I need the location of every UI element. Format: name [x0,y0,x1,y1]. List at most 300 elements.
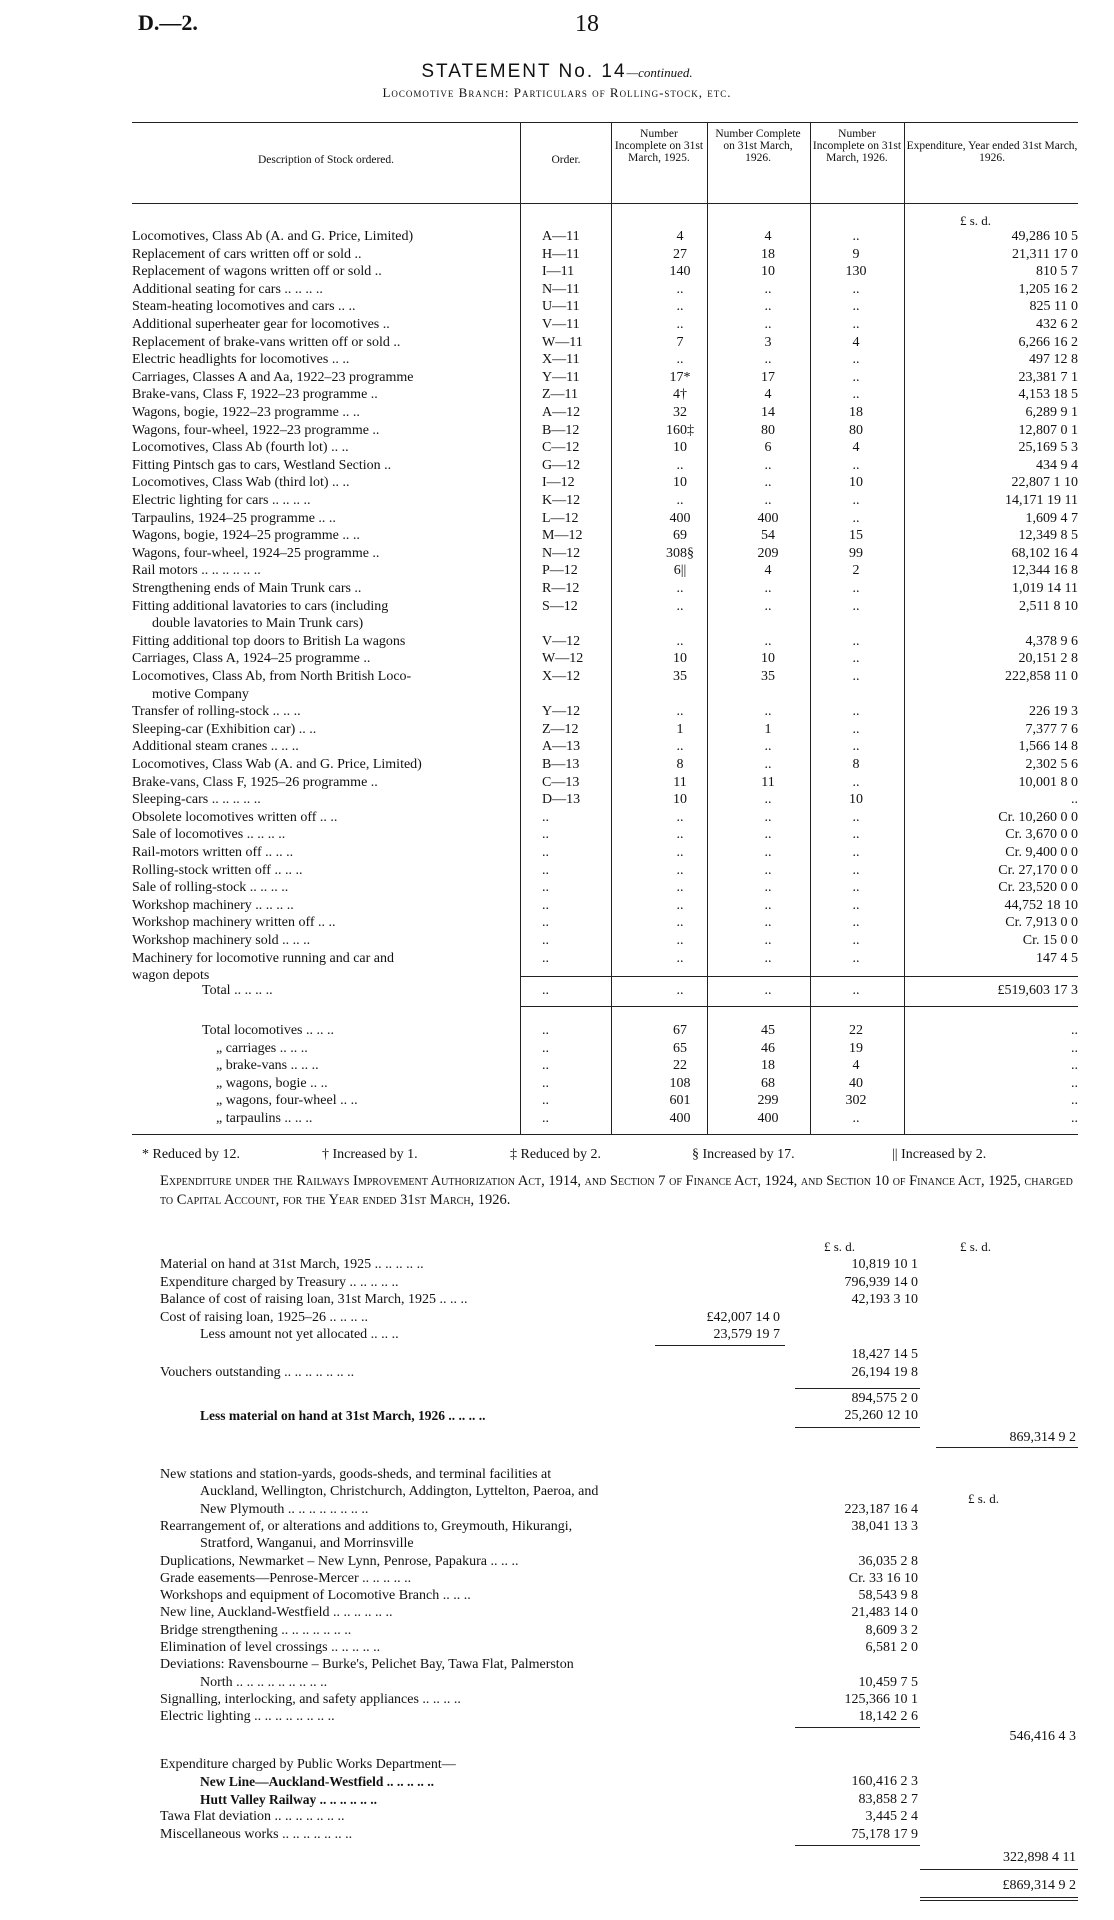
section2-sum: 894,575 2 0 [851,1390,918,1406]
row-incomplete-1926: .. [852,281,860,297]
table-row [132,828,1078,845]
section3-pwd-amount: 160,416 2 3 [851,1774,918,1789]
table-row [132,265,1078,282]
totals-n2: 45 [761,1023,775,1038]
row-expenditure: 12,349 8 5 [1018,528,1078,544]
row-expenditure: 1,609 4 7 [1025,510,1078,526]
row-description: Brake-vans, Class F, 1925–26 programme .. [132,775,378,790]
table-row [132,723,1078,740]
row-incomplete-1926: .. [852,704,860,720]
section3-line: Auckland, Wellington, Christchurch, Addington, Lyttelton, Paeroa, and [200,1484,599,1500]
row-incomplete-1925: 4† [673,387,687,403]
row-incomplete-1925: .. [676,704,684,720]
row-order: N—12 [542,545,581,561]
section2-less-amount: 25,260 12 10 [844,1407,918,1423]
totals-row [132,1094,1078,1111]
row-complete-1926: 4 [764,563,772,579]
row-order: R—12 [542,581,580,596]
row-incomplete-1925: .. [676,581,684,596]
row-incomplete-1925: .. [676,897,684,913]
totals-n2: 400 [757,1110,779,1126]
row-incomplete-1925: .. [676,950,684,966]
section3-line: New Plymouth .. .. .. .. .. .. .. .. [200,1501,369,1517]
section3-line: Duplications, Newmarket – New Lynn, Penrose, Papakura .. .. .. [160,1553,519,1569]
section3-lsd: £ s. d. [968,1491,1000,1506]
row-incomplete-1925: .. [676,845,684,860]
row-incomplete-1926: 4 [852,440,860,456]
totals-row [132,1024,1078,1041]
section3-sub-rule [795,1727,920,1728]
table-bottom-rule [132,1134,1078,1135]
row-incomplete-1926: .. [852,933,860,948]
totals-n1: 65 [673,1040,687,1056]
row-description: Replacement of brake-vans written off or sold .. [132,335,401,350]
row-expenditure: 2,302 5 6 [1025,757,1078,772]
row-order: .. [542,897,549,913]
row-order: L—12 [542,510,579,526]
section2-less: Less material on hand at 31st March, 1926 .. .. .. .. [200,1407,486,1423]
totals-exp: .. [1071,1110,1078,1126]
row-complete-1926: .. [764,827,772,843]
row-complete-1926: .. [764,457,772,473]
row-incomplete-1926: 18 [849,405,863,420]
row-order: U—11 [542,299,580,315]
table-row [132,441,1078,458]
section3-line: New stations and station-yards, goods-sheds, and terminal facilities at [160,1467,552,1482]
row-incomplete-1926: .. [852,299,860,315]
row-incomplete-1925: 160‡ [666,422,694,438]
row-incomplete-1925: .. [676,493,684,508]
row-expenditure: 68,102 16 4 [1011,545,1078,561]
row-complete-1926: 4 [764,387,772,403]
row-complete-1926: .. [764,633,772,649]
row-incomplete-1926: .. [852,317,860,332]
row-complete-1926: 18 [761,246,775,262]
section3-line: Bridge strengthening .. .. .. .. .. .. .. [160,1622,352,1638]
totals-row [132,1042,1078,1059]
row-incomplete-1925: 32 [673,405,687,420]
section3-amount: 10,459 7 5 [858,1674,918,1690]
row-description: Fitting additional lavatories to cars (including [132,599,389,614]
row-complete-1926: .. [764,299,772,315]
th-lsd: £ s. d. [960,213,992,228]
table-row [132,336,1078,353]
row-complete-1926: 11 [761,774,775,790]
totals-n2: 68 [761,1075,775,1091]
totals-exp: .. [1071,1075,1078,1091]
row-expenditure: 226 19 3 [1029,704,1078,720]
row-description: Sale of rolling-stock .. .. .. .. [132,881,289,896]
table-row [132,617,1078,634]
row-incomplete-1925: .. [676,598,684,614]
row-expenditure: Cr. 9,400 0 0 [1005,845,1078,860]
totals-n3: 22 [849,1023,863,1038]
row-order: X—11 [542,352,580,368]
row-incomplete-1926: 8 [852,757,860,772]
section3-pwd-line: Hutt Valley Railway .. .. .. .. .. .. [200,1791,378,1807]
totals-order: .. [542,1110,549,1126]
row-complete-1926: 6 [764,440,772,456]
totals-n1: 400 [669,1110,691,1126]
grand-total-double-rule [920,1897,1078,1901]
row-complete-1926: .. [764,897,772,913]
row-order: .. [542,809,549,825]
row-description: Locomotives, Class Ab (A. and G. Price, Limited) [132,230,414,244]
th-complete-1926: Number Complete on 31st March, 1926. [715,128,801,164]
row-complete-1926: .. [764,792,772,808]
row-order: Z—12 [542,721,579,737]
row-complete-1926: 4 [764,229,772,244]
totals-row [132,1112,1078,1129]
section2-result: 869,314 9 2 [1009,1429,1076,1445]
section3-amount: 38,041 13 3 [851,1518,918,1534]
section3-pwd-line: New Line—Auckland-Westfield .. .. .. .. .. [200,1774,435,1789]
row-incomplete-1926: .. [852,774,860,790]
row-description: Tarpaulins, 1924–25 programme .. .. [132,511,336,526]
row-incomplete-1926: .. [852,827,860,843]
section2-mid-rule [655,1345,785,1346]
row-complete-1926: .. [764,757,772,772]
section3-pwd-heading: Expenditure charged by Public Works Department— [160,1756,456,1772]
row-incomplete-1925: .. [676,457,684,473]
section2-result-rule [795,1427,920,1428]
totals-label: „ carriages .. .. .. [216,1041,308,1056]
row-incomplete-1926: .. [852,352,860,368]
table-row [132,318,1078,335]
section3-line: New line, Auckland-Westfield .. .. .. .. .. .. [160,1605,393,1621]
row-incomplete-1925: 400 [669,510,691,526]
row-description: Rail motors .. .. .. .. .. .. [132,564,261,579]
row-complete-1926: 80 [761,422,775,438]
section3-pwd-amount: 75,178 17 9 [851,1826,918,1842]
section2-line: Cost of raising loan, 1925–26 .. .. .. .. [160,1309,369,1325]
row-expenditure: 432 6 2 [1036,317,1078,332]
th-incomplete-1926: Number Incomplete on 31st March, 1926. [812,128,902,164]
row-expenditure: 44,752 18 10 [1004,897,1078,913]
table-row [132,248,1078,265]
row-description: Replacement of cars written off or sold .. [132,247,362,262]
statement-subtitle: Locomotive Branch: Particulars of Rolling-stock, etc. [382,85,732,100]
row-incomplete-1925: .. [676,862,684,878]
row-expenditure: 14,171 19 11 [1005,493,1078,508]
section3-pwd-line: Miscellaneous works .. .. .. .. .. .. .. [160,1826,353,1842]
table-row [132,600,1078,617]
row-incomplete-1925: 4 [676,229,684,244]
row-order: M—12 [542,528,583,544]
row-expenditure: Cr. 10,260 0 0 [998,809,1078,825]
totals-exp: .. [1071,1040,1078,1056]
row-description: Replacement of wagons written off or sold .. [132,265,382,280]
row-complete-1926: .. [764,475,772,491]
row-incomplete-1925: 10 [673,651,687,667]
section2-lsd-col2: £ s. d. [960,1239,992,1254]
row-order: W—11 [542,334,583,350]
row-expenditure: 810 5 7 [1036,264,1078,280]
table-row [132,688,1078,705]
row-order: N—11 [542,281,580,297]
section2-line: Balance of cost of raising loan, 31st March, 1925 .. .. .. [160,1292,468,1307]
row-order: .. [542,915,549,931]
table-row [132,564,1078,581]
row-incomplete-1926: .. [852,510,860,526]
row-complete-1926: .. [764,950,772,966]
table-row [132,388,1078,405]
row-expenditure: 2,511 8 10 [1019,598,1078,614]
row-complete-1926: .. [764,493,772,508]
footnote-1: * Reduced by 12. [142,1147,240,1162]
row-complete-1926: 10 [761,651,775,667]
section3-line: Workshops and equipment of Locomotive Branch .. .. .. [160,1588,471,1604]
row-complete-1926: .. [764,915,772,931]
row-expenditure: 23,381 7 1 [1018,369,1078,385]
row-description: Locomotives, Class Ab (fourth lot) .. .. [132,441,349,456]
row-description: Obsolete locomotives written off .. .. [132,810,338,825]
section2-amount: 796,939 14 0 [844,1274,918,1290]
row-expenditure: 497 12 8 [1029,352,1078,368]
totals-n1: 601 [669,1093,691,1108]
row-order: C—13 [542,774,580,790]
row-order: .. [542,933,549,948]
row-description: Rolling-stock written off .. .. .. [132,863,303,878]
row-complete-1926: 3 [764,334,772,350]
row-incomplete-1926: 2 [852,563,860,579]
row-description: Workshop machinery sold .. .. .. [132,934,311,948]
footnote-3: ‡ Reduced by 2. [510,1147,601,1162]
totals-order: .. [542,1093,549,1108]
row-incomplete-1926: 99 [849,545,863,561]
section3-amount: 125,366 10 1 [844,1691,918,1707]
row-incomplete-1926: .. [852,457,860,473]
row-description: Brake-vans, Class F, 1922–23 programme .. [132,388,378,403]
row-order: .. [542,862,549,878]
table-row [132,740,1078,757]
row-incomplete-1925: 69 [673,528,687,544]
row-description: Fitting Pintsch gas to cars, Westland Section .. [132,458,392,473]
row-complete-1926: .. [764,704,772,720]
section3-amount: 6,581 2 0 [865,1640,918,1655]
row-description: Wagons, four-wheel, 1924–25 programme .. [132,546,380,561]
row-description: Wagons, bogie, 1922–23 programme .. .. [132,406,360,420]
section2-heading: Expenditure under the Railways Improvement Authorization Act, 1914, and Section 7 of Finance Act, 1924, and Section 10 of Finance Act, 1925, charged to Capital Account, for the Year ended 31st March, 1926. [160,1173,1073,1208]
row-expenditure: Cr. 15 0 0 [1022,933,1078,948]
row-incomplete-1926: .. [852,739,860,755]
row-complete-1926: 35 [761,669,775,684]
section3-pwd-amount: 83,858 2 7 [858,1791,918,1807]
row-expenditure: 20,151 2 8 [1018,651,1078,667]
row-order: K—12 [542,493,581,508]
table-row [132,459,1078,476]
row-incomplete-1926: 9 [852,246,860,262]
section3-pwd-line: Tawa Flat deviation .. .. .. .. .. .. .. [160,1809,345,1824]
row-expenditure: 12,344 16 8 [1011,563,1078,579]
row-description: Workshop machinery written off .. .. [132,916,336,931]
row-incomplete-1925: .. [676,299,684,315]
row-incomplete-1926: 10 [849,475,863,491]
row-complete-1926: 400 [757,510,779,526]
section2-amount: 10,819 10 1 [851,1257,918,1272]
section2-vouchers-amount: 26,194 19 8 [851,1364,918,1380]
row-description: double lavatories to Main Trunk cars) [152,617,364,632]
row-description: Steam-heating locomotives and cars .. .. [132,300,356,315]
total-top-rule [520,976,1078,977]
section3-amount: 21,483 14 0 [851,1605,918,1621]
row-incomplete-1925: 8 [676,757,684,772]
row-incomplete-1926: .. [852,915,860,931]
section3-amount: 8,609 3 2 [865,1622,918,1638]
row-order: .. [542,845,549,860]
row-incomplete-1925: .. [676,880,684,896]
section3-amount: 223,187 16 4 [844,1501,918,1517]
row-incomplete-1926: .. [852,229,860,244]
total-order: .. [542,983,549,998]
row-description: Fitting additional top doors to British La wagons [132,634,406,649]
th-expenditure: Expenditure, Year ended 31st March, 1926. [906,140,1078,164]
row-expenditure: 6,266 16 2 [1018,334,1078,350]
row-order: Y—12 [542,704,581,720]
row-expenditure: 1,019 14 11 [1012,581,1078,596]
row-incomplete-1926: .. [852,598,860,614]
row-expenditure: .. [1071,792,1078,808]
section2-line: Material on hand at 31st March, 1925 .. .. .. .. .. [160,1257,424,1272]
table-row [132,899,1078,916]
row-incomplete-1926: .. [852,897,860,913]
totals-order: .. [542,1040,549,1056]
table-row [132,793,1078,810]
row-expenditure: 222,858 11 0 [1005,669,1078,684]
row-order: B—13 [542,757,580,772]
section2-line: Less amount not yet allocated .. .. .. [200,1327,399,1342]
row-incomplete-1926: .. [852,721,860,737]
table-row [132,652,1078,669]
totals-label: Total locomotives .. .. .. [202,1024,335,1038]
row-expenditure: 21,311 17 0 [1012,246,1078,262]
document-reference: D.—2. [138,10,198,35]
table-header-rule [132,203,1078,204]
row-description: motive Company [152,687,249,702]
row-incomplete-1925: .. [676,827,684,843]
table-row [132,846,1078,863]
totals-n1: 108 [669,1075,691,1091]
row-incomplete-1925: 6|| [673,563,687,579]
row-incomplete-1925: 35 [673,669,687,684]
row-description: Electric headlights for locomotives .. .. [132,353,350,368]
row-incomplete-1925: 1 [676,721,684,737]
row-expenditure: 434 9 4 [1036,457,1078,473]
row-incomplete-1925: 308§ [666,545,694,561]
row-expenditure: 49,286 10 5 [1011,229,1078,244]
table-row [132,494,1078,511]
row-description: Transfer of rolling-stock .. .. .. [132,705,301,720]
table-row [132,371,1078,388]
row-description: Rail-motors written off .. .. .. [132,846,294,860]
row-complete-1926: .. [764,281,772,297]
row-incomplete-1925: 10 [673,792,687,808]
section3-pwd-total: 322,898 4 11 [1003,1850,1076,1865]
section2-sum-rule [795,1388,920,1389]
row-incomplete-1925: .. [676,915,684,931]
row-incomplete-1926: .. [852,950,860,966]
section2-vouchers: Vouchers outstanding .. .. .. .. .. .. .. [160,1364,355,1380]
row-incomplete-1925: .. [676,739,684,755]
row-order: G—12 [542,457,581,473]
section3-line: Signalling, interlocking, and safety appliances .. .. .. .. [160,1691,461,1707]
row-description: Sleeping-car (Exhibition car) .. .. [132,722,317,737]
section2-lsd-col1: £ s. d. [824,1239,856,1254]
table-row [132,300,1078,317]
row-order: .. [542,827,549,843]
row-expenditure: 4,378 9 6 [1025,633,1078,649]
row-complete-1926: .. [764,739,772,755]
section3-line: Elimination of level crossings .. .. .. .. .. [160,1640,381,1655]
row-complete-1926: 1 [764,721,772,737]
table-row [132,758,1078,775]
totals-label: „ tarpaulins .. .. .. [216,1111,313,1126]
total-n1: .. [676,983,684,998]
row-incomplete-1926: .. [852,369,860,385]
row-incomplete-1925: 10 [673,440,687,456]
section3-amount: 58,543 9 8 [858,1588,918,1604]
row-complete-1926: .. [764,933,772,948]
table-row [132,283,1078,300]
row-description: Wagons, four-wheel, 1922–23 programme .. [132,423,380,438]
row-order: V—12 [542,633,581,649]
row-order: C—12 [542,440,580,456]
table-row [132,934,1078,951]
row-description: Additional steam cranes .. .. .. [132,740,299,755]
title-continued: —continued. [626,65,693,80]
row-expenditure: 1,205 16 2 [1018,281,1078,297]
row-expenditure: 25,169 5 3 [1018,440,1078,456]
section2-net: 18,427 14 5 [851,1346,918,1362]
th-order: Order. [551,154,581,166]
total-expenditure: £519,603 17 3 [997,983,1078,998]
row-complete-1926: .. [764,598,772,614]
row-expenditure: 12,807 0 1 [1018,422,1078,438]
row-complete-1926: .. [764,880,772,896]
row-order: X—12 [542,669,581,684]
totals-row [132,1077,1078,1094]
totals-label: „ brake-vans .. .. .. [216,1059,319,1073]
section3-line: Deviations: Ravensbourne – Burke's, Pelichet Bay, Tawa Flat, Palmerston [160,1657,574,1673]
row-incomplete-1925: .. [676,281,684,297]
totals-label: „ wagons, four-wheel .. .. [216,1094,358,1108]
row-order: A—13 [542,739,581,755]
table-row [132,476,1078,493]
row-expenditure: 1,566 14 8 [1018,739,1078,755]
row-incomplete-1925: 11 [673,774,687,790]
th-description: Description of Stock ordered. [257,154,395,166]
row-incomplete-1926: .. [852,581,860,596]
row-expenditure: 22,807 1 10 [1011,475,1078,491]
section3-subtotal: 546,416 4 3 [1009,1728,1076,1744]
row-complete-1926: 209 [757,545,779,561]
totals-exp: .. [1071,1058,1078,1073]
row-description: Locomotives, Class Ab, from North British Loco- [132,670,412,684]
totals-n3: 4 [852,1058,860,1073]
page-number: 18 [575,11,599,37]
totals-exp: .. [1071,1023,1078,1038]
table-row [132,881,1078,898]
total-bottom-rule [520,1006,1078,1007]
row-description: Strengthening ends of Main Trunk cars .. [132,582,362,596]
section3-line: Rearrangement of, or alterations and additions to, Greymouth, Hikurangi, [160,1518,573,1534]
row-complete-1926: 17 [761,369,775,385]
row-description: Locomotives, Class Wab (third lot) .. .. [132,476,350,491]
row-description: Sale of locomotives .. .. .. .. [132,828,286,843]
row-incomplete-1926: 4 [852,334,860,350]
section3-pwd-rule [795,1845,920,1846]
row-incomplete-1926: .. [852,669,860,684]
